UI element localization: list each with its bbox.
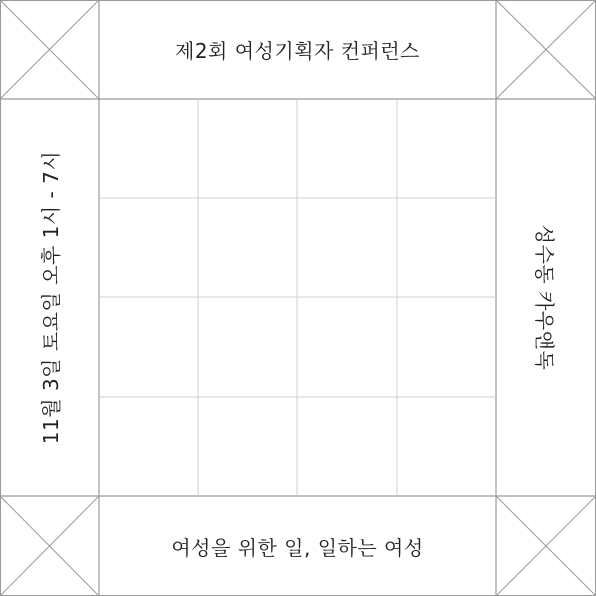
event-venue (496, 99, 596, 496)
conference-slogan (99, 496, 496, 596)
corner-placeholder-top-left (0, 0, 99, 99)
corner-placeholder-bottom-right (496, 496, 596, 596)
center-grid (99, 99, 496, 496)
event-datetime (0, 99, 99, 496)
conference-title (99, 0, 496, 99)
conference-title-text: 제2회 여성기획자 컨퍼런스 (175, 39, 420, 63)
conference-slogan-text: 여성을 위한 일, 일하는 여성 (171, 535, 424, 560)
corner-placeholder-top-right (496, 0, 596, 99)
corner-placeholder-bottom-left (0, 496, 99, 596)
event-venue-text: 성수동 카우앤독 (532, 224, 557, 371)
event-datetime-text: 11월 3일 토요일 오후 1시 - 7시 (39, 150, 63, 445)
